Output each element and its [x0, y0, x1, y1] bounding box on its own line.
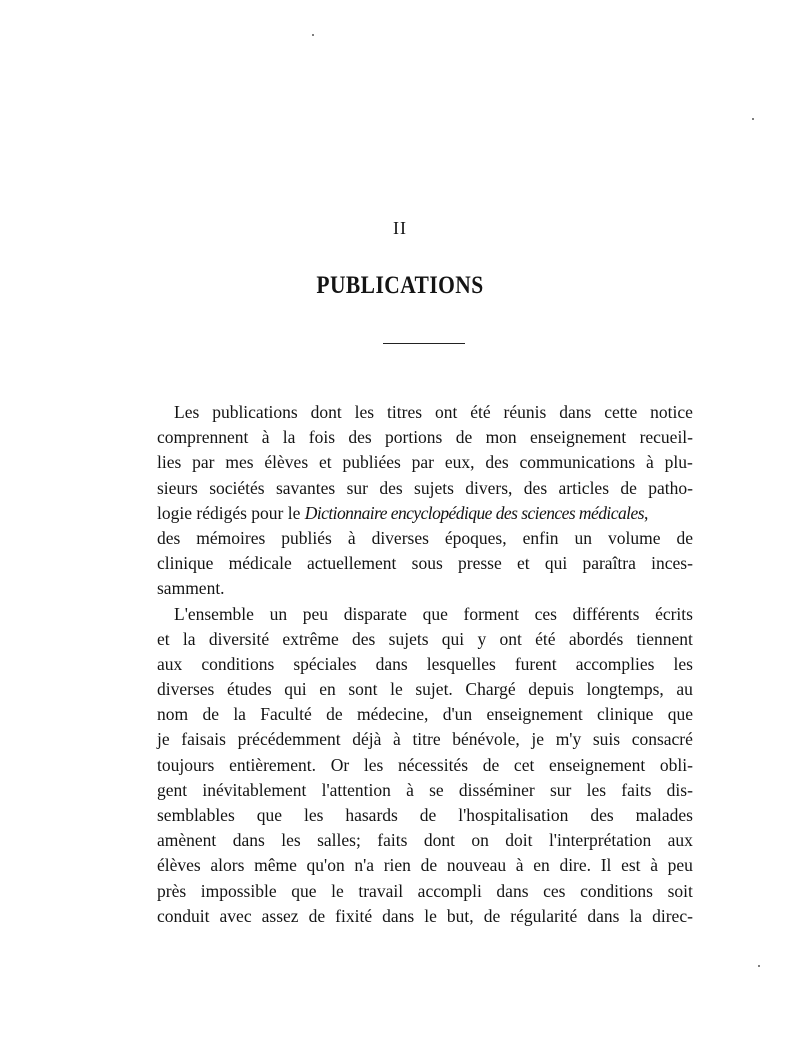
- word: faits: [621, 779, 652, 800]
- word: enseignement: [549, 754, 646, 775]
- word: aux: [667, 830, 693, 851]
- word: volume: [608, 527, 661, 548]
- word: mon: [485, 427, 517, 448]
- word: notice: [650, 402, 693, 422]
- word: diverses: [157, 679, 215, 700]
- word: des: [157, 527, 181, 548]
- text-line: [157, 853, 693, 878]
- word: de: [482, 754, 500, 775]
- word: à: [646, 452, 654, 473]
- word: se: [429, 779, 444, 800]
- word: alors: [210, 855, 245, 876]
- word: enfin: [522, 527, 559, 548]
- word: d'un: [442, 704, 473, 725]
- text-line: [157, 753, 693, 778]
- word: n'a: [354, 855, 375, 876]
- word: rien: [383, 855, 411, 876]
- word: dire.: [559, 855, 592, 876]
- word: de: [326, 704, 343, 725]
- word: dans: [587, 905, 620, 926]
- text-line: [157, 576, 693, 601]
- word: les: [673, 653, 693, 674]
- word: les: [363, 754, 384, 775]
- word: de: [620, 477, 637, 498]
- word: la: [233, 704, 246, 725]
- word: dis-: [666, 779, 693, 800]
- word: peu: [302, 603, 329, 624]
- word: m'y: [555, 729, 582, 750]
- word: sous: [411, 553, 443, 574]
- word: ces: [534, 603, 557, 624]
- word: je: [531, 729, 545, 750]
- word: ont: [499, 628, 522, 649]
- word: eux,: [444, 452, 475, 473]
- word: direc-: [652, 905, 693, 926]
- section-number: II: [393, 218, 407, 238]
- word: que: [291, 880, 317, 901]
- word: dans: [559, 402, 592, 422]
- word: par: [411, 452, 434, 473]
- word: été: [470, 402, 491, 422]
- word: L'ensemble: [174, 603, 254, 624]
- word: conduit: [157, 905, 210, 926]
- word: Il: [600, 855, 612, 876]
- word: à: [515, 855, 524, 876]
- word: soit: [667, 880, 693, 901]
- word: que: [422, 603, 448, 624]
- word: doit: [505, 830, 533, 851]
- word: aux: [157, 653, 183, 674]
- word: sujets: [388, 628, 429, 649]
- word: qui: [284, 679, 307, 700]
- word: de: [455, 427, 473, 448]
- word: déjà: [352, 729, 382, 750]
- word: que: [667, 704, 693, 725]
- paragraph-1: [157, 400, 693, 602]
- paper-speck: [752, 118, 754, 120]
- word: publiées: [342, 452, 401, 473]
- word: impossible: [200, 880, 277, 901]
- word: à: [650, 855, 658, 876]
- word: actuellement: [307, 553, 397, 574]
- word: inces-: [651, 553, 693, 574]
- word: et: [318, 452, 332, 473]
- word: des: [590, 805, 614, 825]
- word: Chargé: [465, 679, 516, 700]
- word: médicale: [228, 553, 292, 574]
- word: sur: [549, 779, 572, 800]
- word: comprennent: [157, 427, 249, 448]
- word: dont: [423, 830, 455, 851]
- word: de: [308, 905, 326, 926]
- word: l'interprétation: [548, 830, 652, 851]
- word: le: [331, 880, 344, 901]
- word: consacré: [631, 729, 693, 750]
- text-line: [157, 602, 693, 627]
- text-line: [157, 425, 693, 450]
- word: titres: [387, 402, 423, 422]
- word: et: [157, 628, 170, 649]
- word: forment: [463, 603, 519, 624]
- text-line: [157, 727, 693, 752]
- word: publiés: [281, 527, 332, 548]
- word: longtemps,: [586, 679, 664, 700]
- word: toujours: [157, 754, 215, 775]
- word: mémoires: [196, 527, 266, 548]
- word: la: [182, 628, 196, 649]
- word: à: [261, 427, 270, 448]
- text-line: [157, 904, 693, 929]
- word: été: [535, 628, 556, 649]
- word: salles;: [317, 830, 361, 851]
- word: titre: [412, 729, 441, 750]
- word: bénévole,: [452, 729, 520, 750]
- word: études: [226, 679, 272, 700]
- word: dans: [232, 830, 265, 851]
- word: le: [424, 905, 437, 926]
- word: réunis: [503, 402, 547, 422]
- word: de: [676, 527, 693, 548]
- word: à: [347, 527, 356, 548]
- text-line: [157, 702, 693, 727]
- word: élèves: [264, 452, 309, 473]
- word: obli-: [659, 754, 693, 775]
- word: disparate: [343, 603, 407, 624]
- word: les: [281, 830, 301, 851]
- word: par: [192, 452, 215, 473]
- word: les: [354, 402, 375, 422]
- text-line: [157, 803, 693, 828]
- word: avec: [219, 905, 252, 926]
- word: amènent: [157, 830, 217, 851]
- word: faisais: [181, 729, 226, 750]
- word: Or: [330, 754, 350, 775]
- word: à: [393, 729, 401, 750]
- word: différents: [572, 603, 640, 624]
- text-line: [157, 652, 693, 677]
- word: sont: [348, 679, 378, 700]
- paragraph-2: [157, 602, 693, 929]
- word: des: [523, 477, 548, 498]
- word: dans: [382, 905, 415, 926]
- paper-speck: [312, 34, 314, 36]
- word: recueil-: [639, 427, 693, 448]
- text-line: [157, 450, 693, 475]
- word: cette: [604, 402, 638, 422]
- word: les: [586, 779, 607, 800]
- text-line: [157, 778, 693, 803]
- word: paraîtra: [582, 553, 636, 574]
- word: assez: [261, 905, 299, 926]
- word: conditions: [580, 880, 653, 901]
- word: inévitablement: [202, 779, 307, 800]
- word: de: [483, 905, 501, 926]
- word: précédemment: [237, 729, 341, 750]
- word: accompli: [417, 880, 482, 901]
- word: des: [485, 452, 509, 473]
- word: des: [352, 628, 376, 649]
- word: diverses: [371, 527, 429, 548]
- word: savantes: [275, 477, 336, 498]
- word: l'attention: [321, 779, 391, 800]
- word: qui: [441, 628, 465, 649]
- word: je: [157, 729, 170, 750]
- word: mes: [225, 452, 254, 473]
- word: enseignement: [530, 427, 627, 448]
- word: les: [303, 805, 324, 825]
- word: patho-: [648, 477, 693, 498]
- word: portions: [385, 427, 443, 448]
- word: un: [269, 603, 288, 624]
- word: cet: [513, 754, 535, 775]
- word: élèves: [157, 855, 201, 876]
- word: la: [282, 427, 296, 448]
- word: peu: [667, 855, 693, 876]
- text-line: [157, 526, 693, 551]
- word: de: [419, 805, 437, 825]
- title-rule: [383, 343, 465, 344]
- word: clinique: [597, 704, 654, 725]
- word: gent: [157, 779, 188, 800]
- word: conditions: [201, 653, 275, 674]
- text-line: [157, 551, 693, 576]
- word: articles: [558, 477, 610, 498]
- word: époques,: [444, 527, 507, 548]
- word: que: [256, 805, 282, 825]
- word: la: [629, 905, 643, 926]
- word: clinique: [157, 553, 214, 574]
- word: l'hospitalisation: [458, 805, 569, 825]
- word: des: [348, 427, 372, 448]
- word: fixité: [335, 905, 373, 926]
- word: un: [574, 527, 593, 548]
- word: au: [676, 679, 693, 700]
- word: but,: [446, 905, 474, 926]
- word: est: [621, 855, 641, 876]
- word: on: [471, 830, 489, 851]
- word: ces: [543, 880, 566, 901]
- word: tiennent: [636, 628, 693, 649]
- word: Les: [174, 402, 200, 422]
- word: sujet.: [415, 679, 453, 700]
- paper-speck: [758, 965, 760, 967]
- word: le: [390, 679, 403, 700]
- word: semblables: [157, 805, 235, 825]
- text-line-with-italic-title: [157, 501, 693, 526]
- word: fois: [308, 427, 336, 448]
- word: plu-: [664, 452, 693, 473]
- word: de: [420, 855, 438, 876]
- text-line: [157, 476, 693, 501]
- word: et: [516, 553, 530, 574]
- word: ont: [434, 402, 458, 422]
- text-line: [157, 400, 693, 425]
- text-line: [157, 828, 693, 853]
- text-line: [157, 677, 693, 702]
- word: dans: [496, 880, 529, 901]
- word: nom: [157, 704, 189, 725]
- text-line: [157, 627, 693, 652]
- word: diversité: [208, 628, 270, 649]
- text-line: [157, 879, 693, 904]
- word: nouveau: [446, 855, 507, 876]
- section-title: PUBLICATIONS: [316, 272, 484, 299]
- word: malades: [635, 805, 693, 825]
- word: des: [379, 477, 403, 498]
- word: suis: [592, 729, 621, 750]
- word: près: [157, 880, 187, 901]
- word: disséminer: [458, 779, 535, 800]
- word: Faculté: [260, 704, 312, 725]
- word: enseignement: [486, 704, 583, 725]
- word: en: [319, 679, 336, 700]
- word: à: [406, 779, 414, 800]
- word: presse: [458, 553, 502, 574]
- dictionary-title: Dictionnaire encyclopédique des sciences médicales: [304, 502, 644, 523]
- word: même: [254, 855, 297, 876]
- word: dont: [310, 402, 342, 422]
- word: sieurs: [157, 477, 198, 498]
- word: faits: [377, 830, 408, 851]
- word: régularité: [510, 905, 578, 926]
- word: entièrement.: [229, 754, 317, 775]
- word: y: [477, 628, 487, 649]
- word: abordés: [568, 628, 624, 649]
- word: hasards: [345, 805, 398, 825]
- word: écrits: [655, 603, 693, 624]
- word: divers,: [465, 477, 513, 498]
- word: sujets: [414, 477, 454, 498]
- text-fragment: logie rédigés pour le: [157, 502, 305, 523]
- word: de: [202, 704, 219, 725]
- word: lies: [157, 452, 182, 473]
- word: accomplies: [575, 653, 655, 674]
- word: spéciales: [293, 653, 357, 674]
- word: qui: [544, 553, 568, 574]
- word: médecine,: [356, 704, 429, 725]
- word: nécessités: [398, 754, 469, 775]
- text-fragment: ,: [643, 502, 649, 523]
- word: qu'on: [306, 855, 345, 876]
- word: travail: [358, 880, 404, 901]
- word: sociétés: [209, 477, 265, 498]
- word: sur: [346, 477, 368, 498]
- word: extrême: [282, 628, 339, 649]
- word: furent: [514, 653, 557, 674]
- word: lesquelles: [426, 653, 496, 674]
- line-text: samment.: [157, 578, 225, 599]
- body-text: [157, 400, 693, 929]
- word: dans: [375, 653, 408, 674]
- word: publications: [212, 402, 298, 422]
- word: communications: [519, 452, 636, 473]
- word: en: [533, 855, 550, 876]
- word: depuis: [528, 679, 574, 700]
